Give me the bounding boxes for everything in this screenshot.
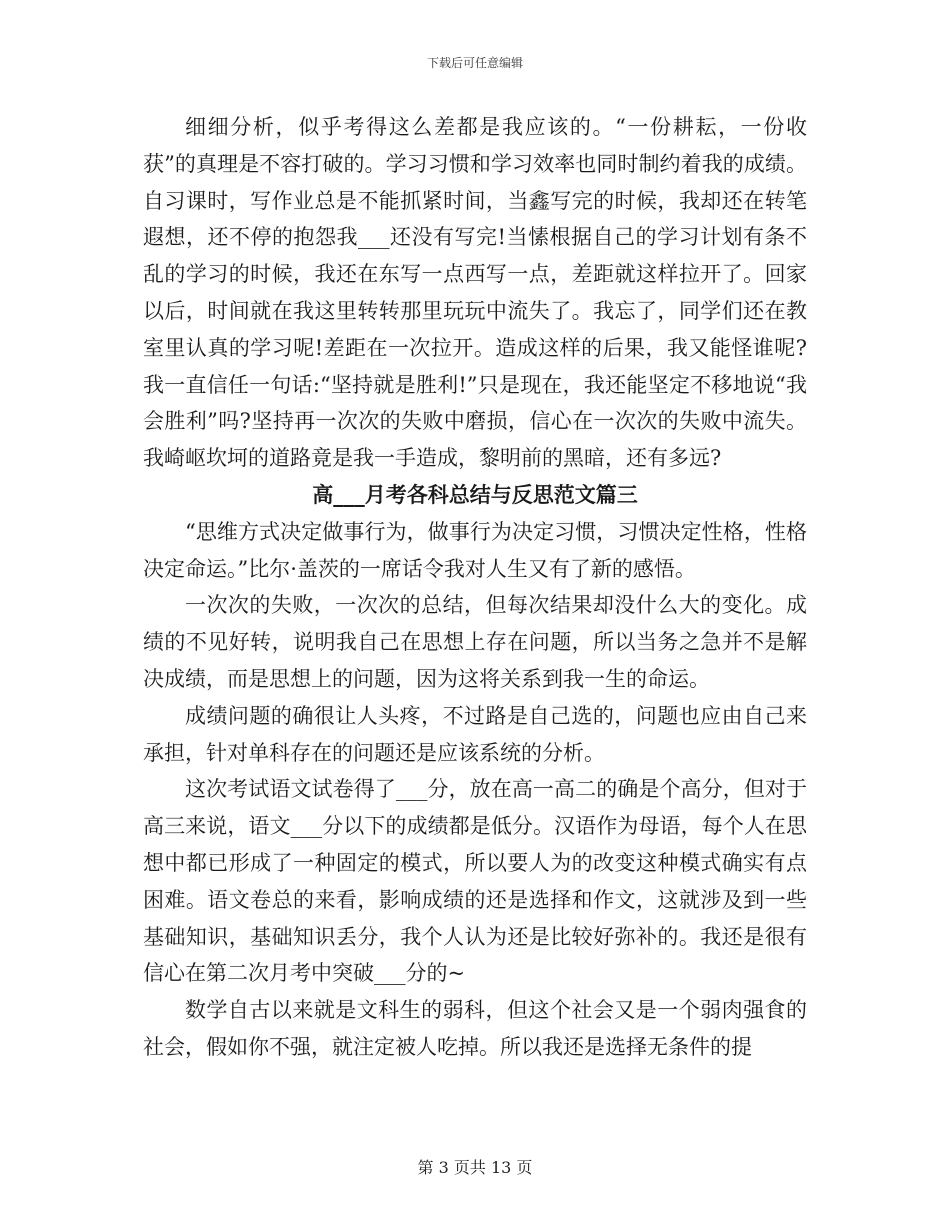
body-paragraph: 这次考试语文试卷得了___分，放在高一高二的确是个高分，但对于高三来说，语文___分以下的成绩都是低分。汉语作为母语，每个人在思想中都已形成了一种固定的模式，所以要人为的改变这种模式确实有点困难。语文卷总的来看，影响成绩的还是选择和作文，这就涉及到一些基础知识，基础知识丢分，我个人认为还是比较好弥补的。我还是很有信心在第二次月考中突破___分的~	[143, 777, 807, 986]
body-paragraph: “思维方式决定做事行为，做事行为决定习惯，习惯决定性格，性格决定命运。”比尔·盖茨的一席话令我对人生又有了新的感悟。	[143, 519, 807, 581]
page-header: 下载后可任意编辑	[426, 56, 523, 70]
body-paragraph: 数学自古以来就是文科生的弱科，但这个社会又是一个弱肉强食的社会，假如你不强，就注定被人吃掉。所以我还是选择无条件的提	[143, 998, 807, 1059]
section-title: 高___月考各科总结与反思范文篇三	[312, 481, 638, 507]
page-number: 第 3 页共 13 页	[417, 1158, 533, 1177]
body-paragraph: 一次次的失败，一次次的总结，但每次结果却没什么大的变化。成绩的不见好转，说明我自己在思想上存在问题，所以当务之急并不是解决成绩，而是思想上的问题，因为这将关系到我一生的命运。	[143, 593, 807, 691]
body-paragraph: 成绩问题的确很让人头疼，不过路是自己选的，问题也应由自己来承担，针对单科存在的问题还是应该系统的分析。	[143, 703, 807, 765]
body-paragraph: 细细分析，似乎考得这么差都是我应该的。“一份耕耘，一份收获”的真理是不容打破的。学习习惯和学习效率也同时制约着我的成绩。自习课时，写作业总是不能抓紧时间，当鑫写完的时候，我却还在转笔遐想，还不停的抱怨我___还没有写完!当愫根据自己的学习计划有条不乱的学习的时候，我还在东写一点西写一点，差距就这样拉开了。回家以后，时间就在我这里转转那里玩玩中流失了。我忘了，同学们还在教室里认真的学习呢!差距在一次拉开。造成这样的后果，我又能怪谁呢?我一直信任一句话:“坚持就是胜利!”只是现在，我还能坚定不移地说“我会胜利”吗?坚持再一次次的失败中磨损，信心在一次次的失败中流失。我崎岖坎坷的道路竟是我一手造成，黎明前的黑暗，还有多远?	[143, 115, 807, 471]
document-body	[143, 109, 807, 1066]
